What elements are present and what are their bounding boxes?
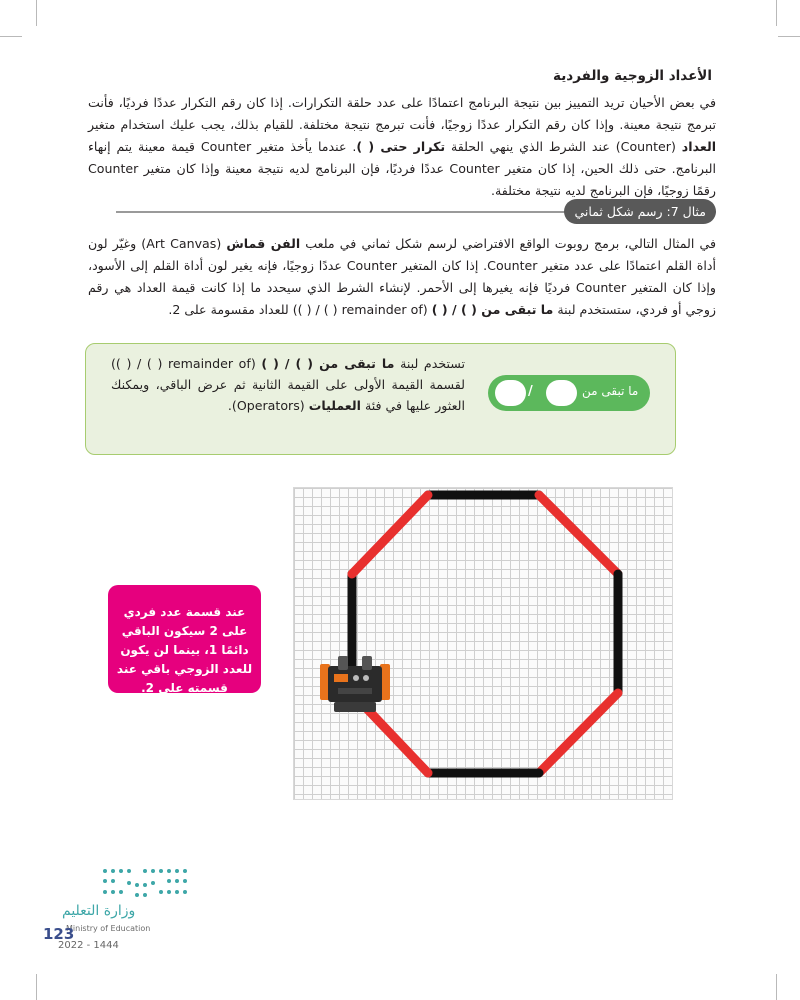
- example-paragraph: [88, 233, 716, 321]
- ministry-logo-icon: [100, 865, 190, 901]
- text-run: تستخدم لبنة: [394, 356, 465, 371]
- text-run: في بعض الأحيان تريد التمييز بين نتيجة البرنامج اعتمادًا على عدد حلقة التكرارات. إذا كان رقم التكرار عددًا فرديًا، فأنت تبرمج نتيجة معينة. وإذا كان رقم التكرار عددًا زوجيًا، فأنت تبرمج نتيجة مختلفة. للقيام بذلك، يجب عليك استخدام متغير: [88, 95, 716, 132]
- crop-mark: [778, 36, 800, 37]
- text-run: (remainder of ( ) / ( )) للعداد مقسومة على 2.: [168, 302, 432, 317]
- art-canvas-grid: [293, 487, 673, 800]
- crop-mark: [776, 974, 777, 1000]
- bold-term: العداد: [681, 139, 717, 154]
- vr-robot-icon: [320, 656, 390, 716]
- remainder-block-label: ما تبقى من: [582, 384, 639, 398]
- text-run: (Art Canvas) وغيّر لون أداة القلم اعتمادًا على عدد متغير Counter. إذا كان المتغير Counter عددًا زوجيًا، فإنه يغير لون أداة القلم إلى الأسود، وإذا كان المتغير Counter فرديًا فإنه يغيرها إلى الأحمر. لإنشاء الشرط الذي سيحدد ما إذا كانت قيمة العداد هي رقم زوجي أو فردي، ستستخدم لبنة: [88, 236, 717, 317]
- ministry-name-arabic: وزارة التعليم: [62, 903, 136, 919]
- text-run: (remainder of ( ) / ( )) لقسمة القيمة الأولى على القيمة الثانية ثم عرض الباقي، ويمكنك العثور عليها في فئة: [111, 356, 465, 413]
- info-box-text: [111, 353, 465, 416]
- crop-mark: [36, 974, 37, 1000]
- remainder-input-right: [495, 380, 526, 406]
- callout-text: عند قسمة عدد فردي على 2 سيكون الباقي دائمًا 1، بينما لن يكون للعدد الزوجي باقي عند قسمته على 2.: [116, 605, 253, 695]
- page-number: 123: [43, 925, 75, 943]
- edition-year: 2022 - 1444: [58, 940, 119, 951]
- example-title: مثال 7: رسم شكل ثماني: [564, 199, 716, 224]
- section-title: الأعداد الزوجية والفردية: [553, 68, 712, 84]
- bold-term: ما تبقى من ( ) / ( ): [431, 302, 554, 317]
- bold-term: الفن قماش: [226, 236, 301, 251]
- bold-term: العمليات: [308, 398, 361, 413]
- crop-mark: [0, 36, 22, 37]
- bold-term: ما تبقى من ( ) / ( ): [261, 356, 395, 371]
- bold-term: تكرار حتى ( ): [356, 139, 446, 154]
- crop-mark: [36, 0, 37, 26]
- ministry-name-english: Ministry of Education: [66, 924, 151, 933]
- remainder-separator: /: [528, 384, 533, 399]
- crop-mark: [776, 0, 777, 26]
- text-run: في المثال التالي، برمج روبوت الواقع الافتراضي لرسم شكل ثماني في ملعب: [300, 236, 716, 251]
- remainder-input-left: [546, 380, 577, 406]
- intro-paragraph: [88, 92, 716, 202]
- text-run: (Counter) عند الشرط الذي ينهي الحلقة: [445, 139, 682, 154]
- text-run: . عندما يأخذ متغير Counter قيمة معينة يتم إنهاء البرنامج. حتى ذلك الحين، إذا كان متغير Counter عددًا فرديًا، فإن البرنامج لديه نتيجة معينة وإذا كان متغير Counter رقمًا زوجيًا، فإن البرنامج لديه نتيجة مختلفة.: [88, 139, 716, 198]
- text-run: (Operators).: [227, 398, 309, 413]
